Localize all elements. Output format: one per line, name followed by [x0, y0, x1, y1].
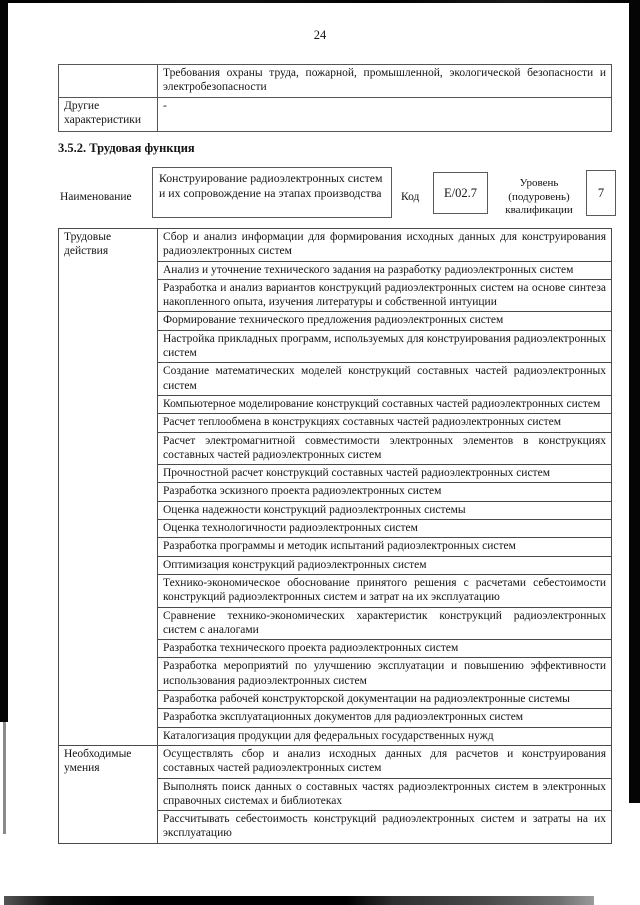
main-table-row: [59, 745, 612, 778]
item-cell: Оценка технологичности радиоэлектронных систем: [158, 520, 612, 538]
table-row: [59, 65, 612, 98]
item-cell: Расчет теплообмена в конструкциях составных частей радиоэлектронных систем: [158, 414, 612, 432]
page-number: 24: [313, 28, 327, 42]
item-cell: Технико-экономическое обоснование принятого решения с расчетами себестоимости конструкций радиоэлектронных систем и затрат на их эксплуатацию: [158, 574, 612, 607]
section-label-cell: Трудовые действия: [59, 229, 158, 746]
row-label-cell: [59, 65, 158, 98]
function-name-box: Конструирование радиоэлектронных систем и их сопровождение на этапах производства: [152, 167, 392, 218]
item-cell: Расчет электромагнитной совместимости электронных элементов в конструкциях составных частей радиоэлектронных систем: [158, 432, 612, 465]
scan-artifact-right-edge: [629, 0, 640, 803]
row-value-cell: Требования охраны труда, пожарной, промышленной, экологической безопасности и электробезопасности: [158, 65, 612, 98]
item-cell: Рассчитывать себестоимость конструкций радиоэлектронных систем и затраты на их эксплуатацию: [158, 811, 612, 844]
item-cell: Сравнение технико-экономических характеристик конструкций радиоэлектронных систем с аналогами: [158, 607, 612, 640]
item-cell: Анализ и уточнение технического задания на разработку радиоэлектронных систем: [158, 261, 612, 279]
scan-artifact-bottom-edge: [4, 896, 594, 905]
item-cell: Сбор и анализ информации для формирования исходных данных для конструирования радиоэлектронных систем: [158, 229, 612, 262]
item-cell: Прочностной расчет конструкций составных частей радиоэлектронных систем: [158, 465, 612, 483]
item-cell: Разработка эксплуатационных документов для радиоэлектронных систем: [158, 709, 612, 727]
item-cell: Компьютерное моделирование конструкций составных частей радиоэлектронных систем: [158, 395, 612, 413]
section-label-cell: Необходимые умения: [59, 745, 158, 843]
item-cell: Настройка прикладных программ, используемых для конструирования радиоэлектронных систем: [158, 330, 612, 363]
item-cell: Оптимизация конструкций радиоэлектронных систем: [158, 556, 612, 574]
table-row: [59, 97, 612, 131]
scan-artifact-top-edge: [0, 0, 640, 3]
row-value-cell: -: [158, 97, 612, 131]
item-cell: Оценка надежности конструкций радиоэлектронных системы: [158, 501, 612, 519]
item-cell: Создание математических моделей конструкций составных частей радиоэлектронных систем: [158, 363, 612, 396]
item-cell: Разработка рабочей конструкторской документации на радиоэлектронные системы: [158, 691, 612, 709]
item-cell: Формирование технического предложения радиоэлектронных систем: [158, 312, 612, 330]
item-cell: Выполнять поиск данных о составных частях радиоэлектронных систем в электронных справочных системах и библиотеках: [158, 778, 612, 811]
item-cell: Разработка эскизного проекта радиоэлектронных систем: [158, 483, 612, 501]
name-label: Наименование: [60, 191, 132, 203]
function-code-box: Е/02.7: [433, 172, 488, 214]
item-cell: Разработка программы и методик испытаний радиоэлектронных систем: [158, 538, 612, 556]
qualification-level-box: 7: [586, 170, 616, 216]
qualification-level-label: Уровень (подуровень) квалификации: [505, 177, 573, 216]
item-cell: Осуществлять сбор и анализ исходных данных для расчетов и конструирования составных частей радиоэлектронных систем: [158, 745, 612, 778]
row-label-cell: Другие характеристики: [59, 97, 158, 131]
main-table-row: [59, 229, 612, 262]
item-cell: Разработка мероприятий по улучшению эксплуатации и повышению эффективности использования радиоэлектронных систем: [158, 658, 612, 691]
continuation-table: [58, 64, 612, 132]
scan-artifact-left-tail: [3, 722, 6, 834]
item-cell: Разработка и анализ вариантов конструкций радиоэлектронных систем на основе синтеза накопленного опыта, изучения литературы и собственной интуиции: [158, 279, 612, 312]
item-cell: Каталогизация продукции для федеральных государственных нужд: [158, 727, 612, 745]
scan-artifact-left-edge: [0, 0, 8, 722]
item-cell: Разработка технического проекта радиоэлектронных систем: [158, 640, 612, 658]
main-table: [58, 228, 612, 844]
code-label: Код: [401, 191, 420, 203]
section-heading: 3.5.2. Трудовая функция: [58, 141, 195, 155]
